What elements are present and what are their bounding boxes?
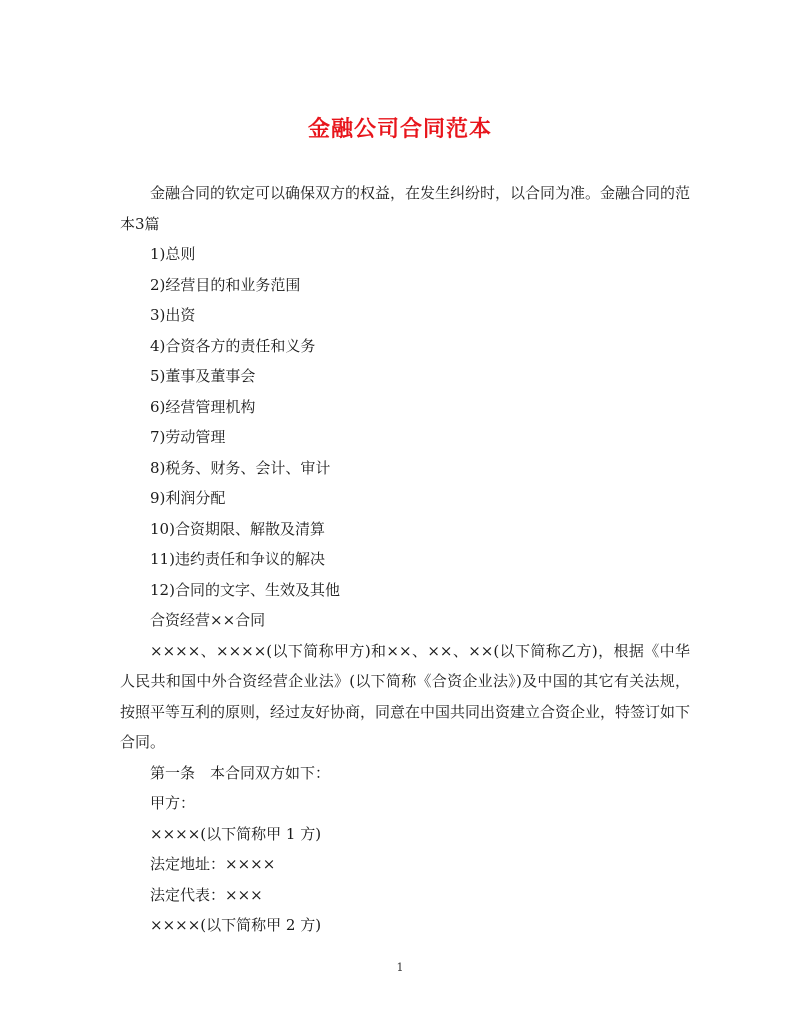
toc-item: 7)劳动管理	[150, 428, 226, 446]
toc-item: 4)合资各方的责任和义务	[150, 336, 316, 355]
party-a-label: 甲方：	[150, 794, 196, 812]
document-body	[120, 178, 690, 941]
toc-item: 2)经营目的和业务范围	[150, 275, 301, 294]
toc-item: 1)总则	[150, 245, 196, 263]
legal-representative: 法定代表：×××	[150, 885, 263, 904]
toc-item: 10)合资期限、解散及清算	[150, 519, 325, 538]
party-a1: ××××(以下简称甲 1 方)	[150, 824, 322, 843]
toc-item: 12)合同的文字、生效及其他	[150, 580, 340, 599]
toc-item: 3)出资	[150, 306, 196, 324]
toc-item: 8)税务、财务、会计、审计	[150, 458, 331, 477]
contract-heading: 合资经营××合同	[150, 611, 266, 629]
toc-item: 5)董事及董事会	[150, 367, 256, 385]
page-number: 1	[396, 961, 404, 974]
article-1: 第一条 本合同双方如下：	[150, 763, 331, 782]
party-a2: ××××(以下简称甲 2 方)	[150, 916, 322, 934]
toc-item: 11)违约责任和争议的解决	[150, 550, 325, 568]
preamble-paragraph: ××××、××××(以下简称甲方)和××、××、××(以下简称乙方)，根据《中华人民共和国中外合资经营企业法》(以下简称《合资企业法》)及中国的其它有关法规，按照平等互利的原则，经过友好协商，同意在中国共同出资建立合资企业，特签订如下合同。	[120, 641, 691, 751]
toc-item: 6)经营管理机构	[150, 397, 256, 416]
intro-paragraph: 金融合同的钦定可以确保双方的权益，在发生纠纷时，以合同为准。金融合同的范本3篇	[120, 184, 691, 233]
toc-item: 9)利润分配	[150, 489, 226, 507]
document-title: 金融公司合同范本	[307, 116, 492, 142]
legal-address: 法定地址：××××	[150, 855, 276, 873]
